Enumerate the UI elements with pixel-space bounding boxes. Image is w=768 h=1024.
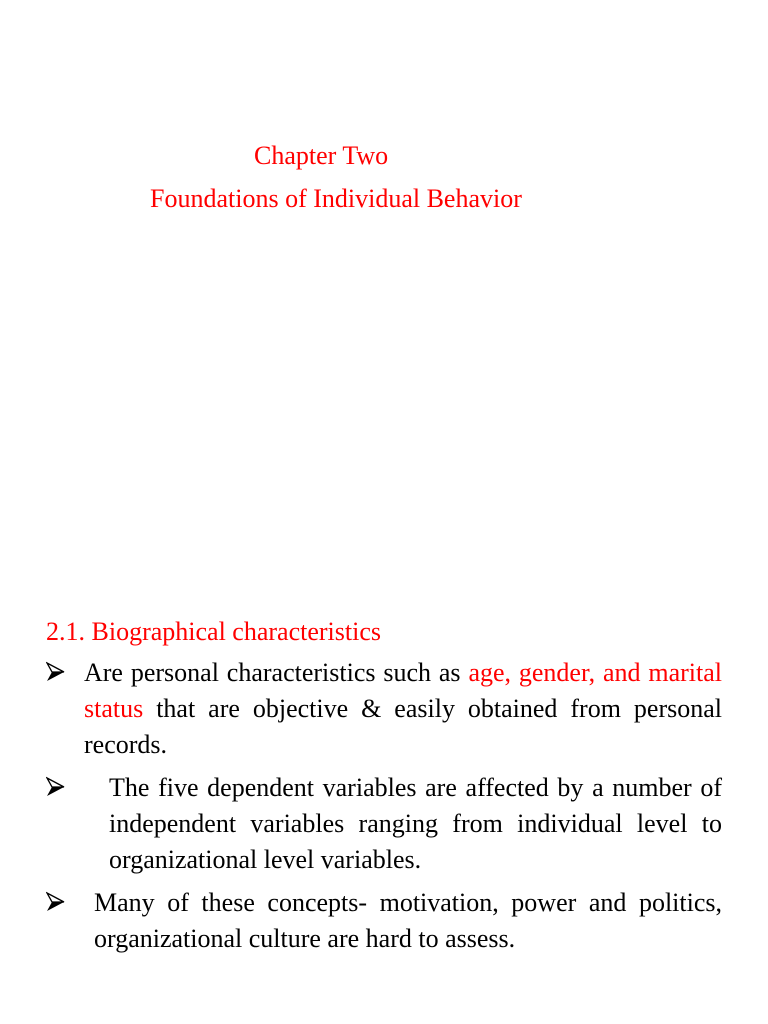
arrowhead-bullet-icon (46, 776, 66, 798)
bullet-item-3 (46, 885, 722, 957)
section-biographical (46, 617, 722, 964)
section-heading: 2.1. Biographical characteristics (46, 617, 381, 646)
bullet-text-3: Many of these concepts- motivation, power and politics, organizational culture are hard to assess. (94, 888, 722, 953)
bullet-item-2 (46, 770, 722, 878)
chapter-title: Chapter Two (254, 141, 389, 170)
bullet-text-2: The five dependent variables are affected by a number of independent variables ranging from individual level to organizational level variables. (109, 773, 722, 874)
bullet-text-1 (75, 655, 722, 763)
arrowhead-bullet-icon (46, 661, 66, 683)
chapter-subtitle: Foundations of Individual Behavior (150, 184, 522, 213)
bullet-item-1 (46, 655, 722, 763)
bullet-1-text-after: that are objective & easily obtained from personal records. (84, 694, 722, 759)
bullet-1-text-before: Are personal characteristics such as (84, 658, 469, 687)
arrowhead-bullet-icon (46, 891, 66, 913)
bullet-1-highlight: age, gender, and marital status (84, 658, 723, 723)
